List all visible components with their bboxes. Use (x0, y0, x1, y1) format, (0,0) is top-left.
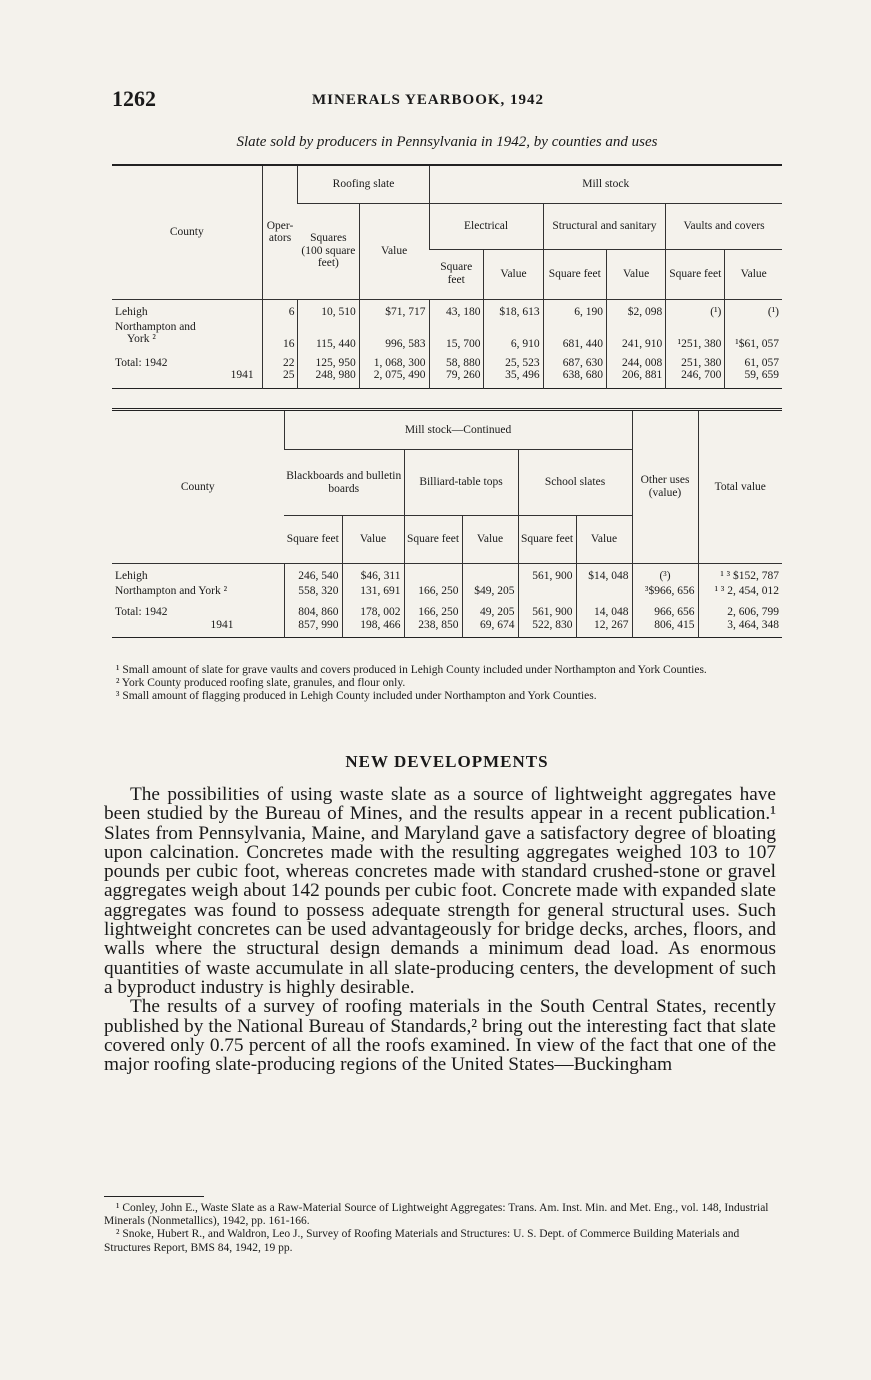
footnote: ¹ Small amount of slate for grave vaults and covers produced in Lehigh County included under Northampton and York Counties. (116, 664, 707, 676)
bill-value-cell: 69, 674 (462, 619, 518, 632)
col-vault-sqft: Square feet (666, 249, 725, 299)
struct-sqft-cell: 687, 630 (543, 357, 606, 370)
elec-sqft-cell: 79, 260 (429, 369, 484, 382)
other-cell: (³) (632, 570, 698, 585)
school-value-cell (576, 585, 632, 600)
page-footnotes (104, 1202, 780, 1255)
county-cell (112, 321, 262, 351)
roof-value-cell: 2, 075, 490 (359, 369, 429, 382)
footnote: ¹ Conley, John E., Waste Slate as a Raw-Material Source of Lightweight Aggregates: Trans. Am. Inst. Min. and Met. Eng., vol. 148, Industrial Minerals (Nonmetallics), 1942, pp. 161-166. (104, 1202, 769, 1228)
col-school-sqft: Square feet (518, 516, 576, 564)
total-cell: 3, 464, 348 (698, 619, 782, 632)
bb-sqft-cell: 857, 990 (284, 619, 342, 632)
table-title: Slate sold by producers in Pennsylvania in 1942, by counties and uses (236, 134, 658, 150)
elec-value-cell: 25, 523 (484, 357, 543, 370)
slate-table-part2 (112, 408, 782, 638)
table-row (112, 570, 782, 585)
bb-value-cell: 131, 691 (342, 585, 404, 600)
vault-sqft-cell: 251, 380 (666, 357, 725, 370)
footnote: ³ Small amount of flagging produced in Lehigh County included under Northampton and York Counties. (116, 690, 597, 703)
struct-value-cell: 244, 008 (607, 357, 666, 370)
col-electrical: Electrical (429, 203, 543, 249)
school-value-cell: $14, 048 (576, 570, 632, 585)
struct-sqft-cell: 638, 680 (543, 369, 606, 382)
bb-value-cell: 198, 466 (342, 619, 404, 632)
other-cell: ³$966, 656 (632, 585, 698, 600)
bill-value-cell (462, 570, 518, 585)
col-bb-sqft: Square feet (284, 516, 342, 564)
col-elec-value: Value (484, 249, 543, 299)
school-sqft-cell: 522, 830 (518, 619, 576, 632)
total-row (112, 619, 782, 632)
bill-value-cell: $49, 205 (462, 585, 518, 600)
elec-sqft-cell: 58, 880 (429, 357, 484, 370)
squares-cell: 125, 950 (298, 357, 359, 370)
col-struct-sqft: Square feet (543, 249, 606, 299)
vault-value-cell: 61, 057 (725, 357, 782, 370)
col-struct-value: Value (607, 249, 666, 299)
running-head: MINERALS YEARBOOK, 1942 (312, 92, 545, 108)
bb-sqft-cell: 558, 320 (284, 585, 342, 600)
school-sqft-cell: 561, 900 (518, 570, 576, 585)
operators-cell: 25 (262, 369, 298, 382)
col-bill-value: Value (462, 516, 518, 564)
page-number: 1262 (112, 86, 156, 111)
operators-cell: 6 (262, 306, 298, 321)
total-label: Total: 1942 (115, 356, 168, 369)
col-school-value: Value (576, 516, 632, 564)
county-name-line1: Northampton and (115, 320, 196, 333)
slate-table-part1 (112, 164, 782, 389)
col-blackboards: Blackboards and bulletin boards (284, 450, 404, 516)
bill-value-cell: 49, 205 (462, 606, 518, 619)
footnote: ² Snoke, Hubert R., and Waldron, Leo J., Survey of Roofing Materials and Structures: U. S. Dept. of Commerce Building Materials and Structures Report, BMS 84, 1942, 19 pp. (104, 1228, 740, 1254)
roof-value-cell: 1, 068, 300 (359, 357, 429, 370)
total-row (112, 357, 782, 370)
other-cell: 966, 656 (632, 606, 698, 619)
school-value-cell: 12, 267 (576, 619, 632, 632)
total-label: 1941 (210, 618, 234, 631)
table-row (112, 306, 782, 321)
col-operators: Oper- ators (262, 165, 298, 299)
struct-value-cell: $2, 098 (607, 306, 666, 321)
col-bill-sqft: Square feet (404, 516, 462, 564)
school-value-cell: 14, 048 (576, 606, 632, 619)
col-mill-stock-continued: Mill stock—Continued (284, 410, 632, 450)
total-row (112, 369, 782, 382)
col-total-value: Total value (698, 410, 782, 564)
bb-value-cell: 178, 002 (342, 606, 404, 619)
total-cell: 2, 606, 799 (698, 606, 782, 619)
total-label: Total: 1942 (115, 606, 168, 618)
vault-value-cell: (¹) (725, 306, 782, 321)
paragraph: The possibilities of using waste slate as a source of lightweight aggregates have been studied by the Bureau of Mines, and the results appear in a recent publication.¹ Slates from Pennsylvania, Maine, and Maryland gave a satisfactory degree of bloating upon calcination. Concretes made with the resulting aggregates weighed 103 to 107 pounds per cubic foot, whereas concretes made with standard crushed-stone or gravel aggregates weigh about 142 pounds per cubic foot. Concrete made with expanded slate aggregates was found to possess adequate strength for general structural uses. Such lightweight concretes can be used advantageously for bridge decks, arches, floors, and walls where the structural design demands a minimum dead load. As enormous quantities of waste accumulate in all slate-producing centers, the development of such a byproduct industry is highly desirable. (104, 784, 776, 998)
elec-sqft-cell: 43, 180 (429, 306, 484, 321)
section-heading: NEW DEVELOPMENTS (345, 752, 549, 771)
col-county: County (112, 410, 284, 564)
elec-value-cell: 35, 496 (484, 369, 543, 382)
struct-sqft-cell: 6, 190 (543, 306, 606, 321)
school-sqft-cell (518, 585, 576, 600)
col-billiard: Billiard-table tops (404, 450, 518, 516)
other-cell: 806, 415 (632, 619, 698, 632)
col-vault-value: Value (725, 249, 782, 299)
struct-sqft-cell: 681, 440 (543, 321, 606, 351)
vault-sqft-cell: (¹) (666, 306, 725, 321)
col-roof-value: Value (359, 203, 429, 299)
footnote-rule (104, 1196, 204, 1197)
roof-value-cell: 996, 583 (359, 321, 429, 351)
county-cell: Lehigh (115, 570, 148, 582)
elec-value-cell: 6, 910 (484, 321, 543, 351)
total-cell: ¹ ³ 2, 454, 012 (698, 585, 782, 600)
total-label: 1941 (230, 369, 254, 382)
bill-sqft-cell: 238, 850 (404, 619, 462, 632)
col-roofing-slate: Roofing slate (298, 165, 429, 203)
elec-sqft-cell: 15, 700 (429, 321, 484, 351)
col-school: School slates (518, 450, 632, 516)
body-text (104, 785, 776, 1074)
struct-value-cell: 206, 881 (607, 369, 666, 382)
county-cell: Northampton and York ² (115, 585, 228, 597)
county-name-line2: York ² (127, 333, 156, 346)
total-cell: ¹ ³ $152, 787 (698, 570, 782, 585)
page-header (112, 86, 782, 116)
bill-sqft-cell: 166, 250 (404, 606, 462, 619)
bb-sqft-cell: 246, 540 (284, 570, 342, 585)
squares-cell: 115, 440 (298, 321, 359, 351)
struct-value-cell: 241, 910 (607, 321, 666, 351)
bb-sqft-cell: 804, 860 (284, 606, 342, 619)
col-elec-sqft: Square feet (429, 249, 484, 299)
table-row (112, 585, 782, 600)
county-cell: Lehigh (115, 305, 148, 318)
roof-value-cell: $71, 717 (359, 306, 429, 321)
table-row (112, 321, 782, 351)
col-other-uses: Other uses (value) (632, 410, 698, 564)
vault-sqft-cell: ¹251, 380 (666, 321, 725, 351)
vault-sqft-cell: 246, 700 (666, 369, 725, 382)
operators-cell: 22 (262, 357, 298, 370)
school-sqft-cell: 561, 900 (518, 606, 576, 619)
vault-value-cell: ¹$61, 057 (725, 321, 782, 351)
footnote: ² York County produced roofing slate, granules, and flour only. (116, 677, 406, 690)
table-footnotes (104, 664, 782, 704)
vault-value-cell: 59, 659 (725, 369, 782, 382)
col-county: County (112, 165, 262, 299)
bill-sqft-cell (404, 570, 462, 585)
bb-value-cell: $46, 311 (342, 570, 404, 585)
col-structural: Structural and sanitary (543, 203, 666, 249)
col-vaults: Vaults and covers (666, 203, 782, 249)
col-squares: Squares (100 square feet) (298, 203, 359, 299)
operators-cell: 16 (262, 321, 298, 351)
paragraph: The results of a survey of roofing materials in the South Central States, recently published by the National Bureau of Standards,² bring out the interesting fact that slate covered only 0.75 percent of all the roofs examined. In view of the fact that one of the major roofing slate-producing regions of the United States—Buckingham (104, 996, 776, 1076)
squares-cell: 10, 510 (298, 306, 359, 321)
bill-sqft-cell: 166, 250 (404, 585, 462, 600)
squares-cell: 248, 980 (298, 369, 359, 382)
elec-value-cell: $18, 613 (484, 306, 543, 321)
col-mill-stock: Mill stock (429, 165, 782, 203)
col-bb-value: Value (342, 516, 404, 564)
total-row (112, 606, 782, 619)
